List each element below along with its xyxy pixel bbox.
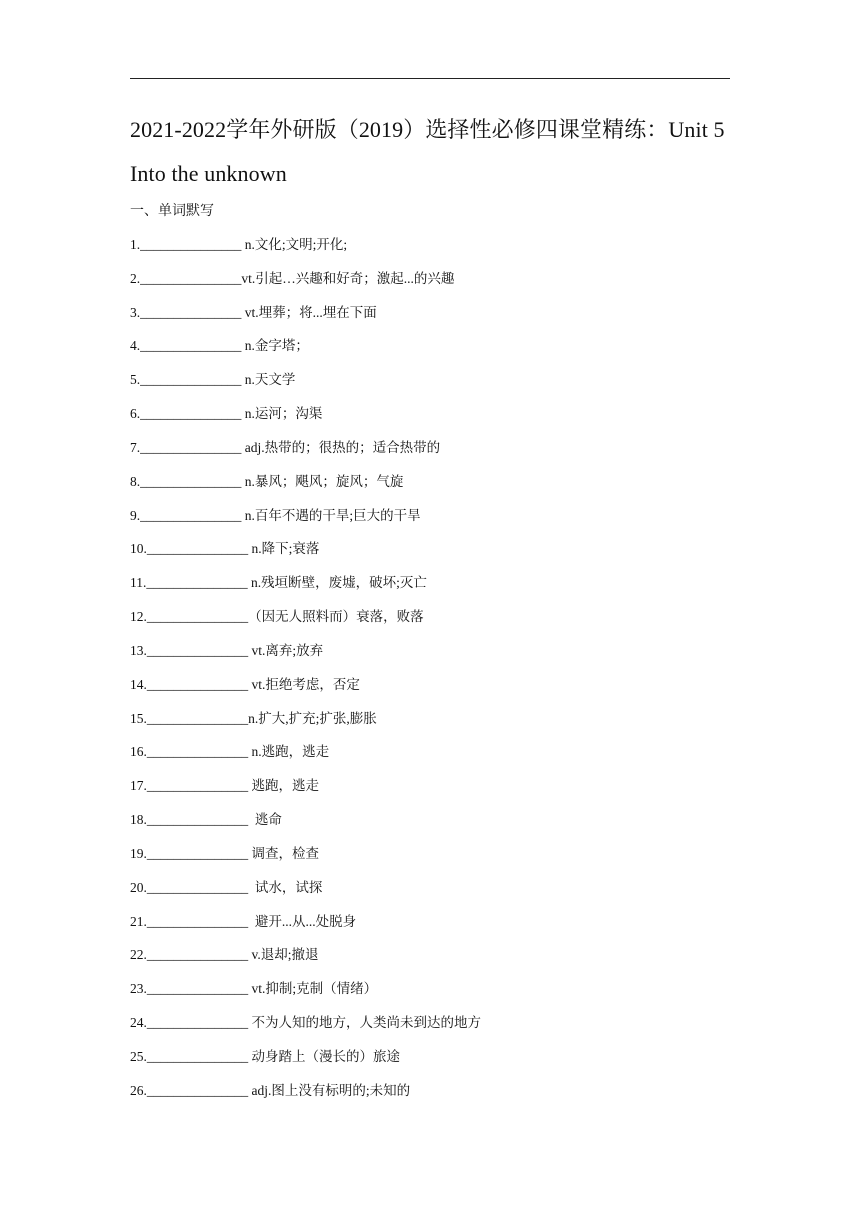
item-definition: n.逃跑，逃走 (248, 744, 330, 760)
item-number: 10. (130, 541, 147, 557)
header-rule (130, 78, 730, 79)
list-item (130, 1014, 730, 1048)
item-number: 13. (130, 642, 147, 658)
list-item (130, 405, 730, 439)
item-number: 15. (130, 710, 147, 726)
item-definition: v.退却;撤退 (248, 947, 319, 963)
item-number: 24. (130, 1015, 147, 1031)
item-definition: n.文化;文明;开化; (241, 237, 348, 252)
item-number: 23. (130, 981, 147, 997)
list-item (130, 507, 730, 541)
answer-blank: _______________ (140, 507, 242, 523)
item-number: 20. (130, 879, 147, 895)
item-number: 17. (130, 778, 147, 794)
list-item (130, 337, 730, 371)
item-definition: vt.离弃;放弃 (248, 642, 324, 658)
answer-blank: _______________ (146, 913, 249, 929)
answer-blank: _______________ (146, 845, 249, 861)
answer-blank: _______________ (146, 947, 249, 963)
list-item (130, 879, 730, 913)
item-definition: vt.抑制;克制（情绪） (248, 981, 378, 997)
list-item (130, 1048, 730, 1082)
item-number: 26. (130, 1082, 147, 1098)
item-number: 25. (130, 1048, 147, 1064)
item-definition: vt.埋葬；将...埋在下面 (241, 304, 377, 320)
item-number: 18. (130, 812, 147, 828)
list-item (130, 439, 730, 473)
item-number: 7. (130, 439, 141, 455)
item-number: 11. (130, 575, 147, 591)
item-definition: （因无人照料而）衰落，败落 (248, 609, 424, 625)
item-definition: 逃命 (248, 812, 282, 828)
item-number: 16. (130, 744, 147, 760)
answer-blank: _______________ (146, 642, 249, 658)
list-item (130, 642, 730, 676)
item-definition: n.扩大,扩充;扩张,膨胀 (248, 710, 377, 726)
answer-blank: _______________ (140, 439, 242, 455)
list-item (130, 540, 730, 574)
answer-blank: _______________ (146, 676, 249, 692)
item-number: 3. (130, 304, 141, 320)
list-item (130, 913, 730, 947)
answer-blank: _______________ (146, 879, 249, 895)
item-number: 5. (130, 372, 141, 388)
answer-blank: _______________ (146, 1048, 249, 1064)
section-heading: 一、单词默写 (130, 204, 214, 219)
item-definition: 调查，检查 (248, 845, 319, 861)
item-definition: adj.图上没有标明的;未知的 (248, 1082, 411, 1098)
answer-blank: _______________ (146, 1082, 249, 1098)
item-definition: n.残垣断壁，废墟，破坏;灭亡 (247, 575, 427, 591)
answer-blank: _______________ (146, 812, 249, 828)
list-item (130, 236, 730, 270)
list-item (130, 811, 730, 845)
document-title: 2021-2022学年外研版（2019）选择性必修四课堂精练：Unit 5 Into the unknown (130, 117, 725, 186)
list-item (130, 1082, 730, 1116)
list-item (130, 270, 730, 304)
list-item (130, 304, 730, 338)
vocabulary-list (130, 236, 730, 1116)
item-number: 21. (130, 913, 147, 929)
item-definition: vt.拒绝考虑，否定 (248, 676, 360, 692)
answer-blank: _______________ (140, 237, 242, 252)
answer-blank: _______________ (140, 406, 242, 422)
item-definition: n.金字塔； (241, 338, 309, 354)
item-number: 9. (130, 507, 141, 523)
item-number: 14. (130, 676, 147, 692)
item-definition: n.百年不遇的干旱;巨大的干旱 (241, 507, 421, 523)
item-definition: 试水，试探 (248, 879, 323, 895)
item-number: 1. (130, 237, 141, 252)
item-number: 12. (130, 609, 147, 625)
list-item (130, 743, 730, 777)
answer-blank: _______________ (140, 270, 242, 286)
answer-blank: _______________ (146, 778, 249, 794)
list-item (130, 845, 730, 879)
item-number: 22. (130, 947, 147, 963)
item-definition: vt.引起…兴趣和好奇；激起...的兴趣 (241, 270, 455, 286)
item-definition: n.降下;衰落 (248, 541, 320, 557)
item-definition: n.运河；沟渠 (241, 406, 323, 422)
answer-blank: _______________ (146, 1015, 249, 1031)
answer-blank: _______________ (146, 710, 249, 726)
list-item (130, 710, 730, 744)
answer-blank: _______________ (140, 304, 242, 320)
item-number: 2. (130, 270, 141, 286)
answer-blank: _______________ (140, 473, 242, 489)
item-number: 8. (130, 473, 141, 489)
list-item (130, 574, 730, 608)
answer-blank: _______________ (140, 338, 242, 354)
item-number: 4. (130, 338, 141, 354)
item-definition: 不为人知的地方，人类尚未到达的地方 (248, 1015, 481, 1031)
answer-blank: _______________ (146, 575, 248, 591)
item-definition: 避开...从...处脱身 (248, 913, 357, 929)
list-item (130, 777, 730, 811)
item-definition: n.暴风；飓风；旋风；气旋 (241, 473, 404, 489)
answer-blank: _______________ (146, 744, 249, 760)
item-definition: n.天文学 (241, 372, 296, 388)
answer-blank: _______________ (146, 541, 249, 557)
answer-blank: _______________ (146, 609, 249, 625)
list-item (130, 676, 730, 710)
item-definition: 逃跑，逃走 (248, 778, 319, 794)
list-item (130, 371, 730, 405)
item-number: 6. (130, 406, 141, 422)
item-definition: 动身踏上（漫长的）旅途 (248, 1048, 400, 1064)
list-item (130, 473, 730, 507)
list-item (130, 608, 730, 642)
answer-blank: _______________ (140, 372, 242, 388)
list-item (130, 946, 730, 980)
item-number: 19. (130, 845, 147, 861)
list-item (130, 980, 730, 1014)
answer-blank: _______________ (146, 981, 249, 997)
item-definition: adj.热带的；很热的；适合热带的 (241, 439, 441, 455)
